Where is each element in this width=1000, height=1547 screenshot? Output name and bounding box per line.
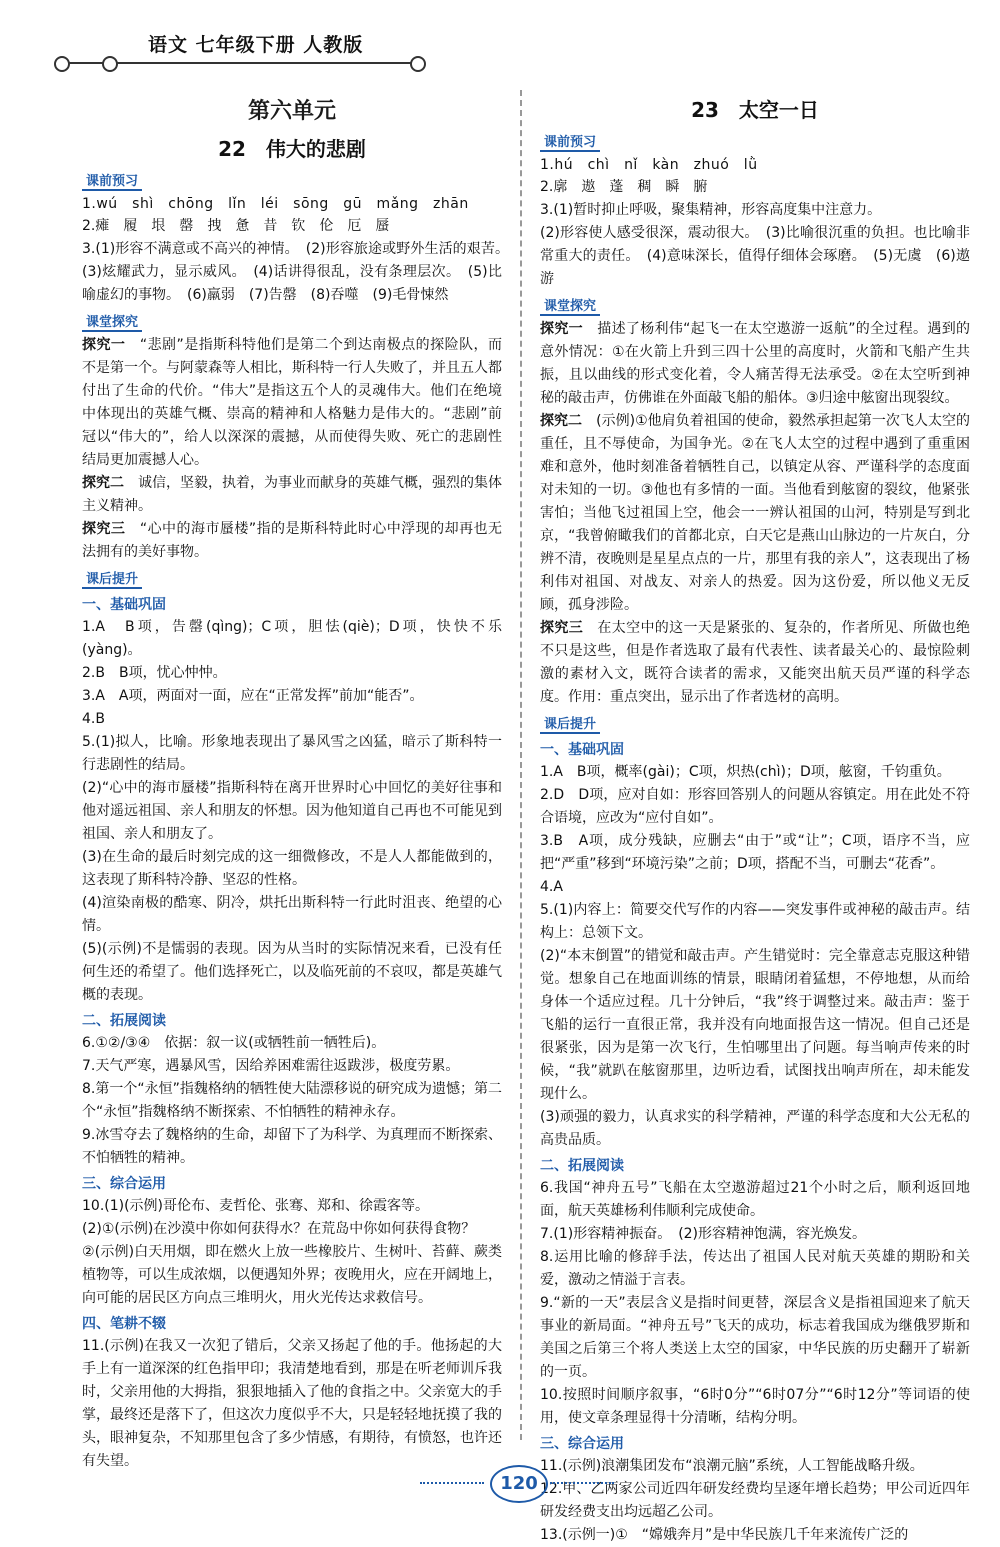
- tag-after: 课后提升: [82, 568, 142, 589]
- header-ornament-right: [410, 56, 426, 72]
- book-title: 语文 七年级下册 人教版: [148, 34, 364, 56]
- answer-line: 10.(1)(示例)哥伦布、麦哲伦、张骞、郑和、徐霞客等。: [82, 1198, 430, 1214]
- answer-line: (4)渲染南极的酷寒、阴冷，烘托出斯科特一行此时沮丧、绝望的心情。: [82, 895, 502, 934]
- answer-line: (5)(示例)不是懦弱的表现。因为从当时的实际情况来看，已没有任何生还的希望了。他们选择死亡，以及临死前的不哀叹，都是英雄气概的表现。: [82, 941, 502, 1003]
- section-heading: 三、综合运用: [82, 1176, 166, 1192]
- preview-line: 2.廓 遨 蓬 稠 瞬 腑: [540, 179, 708, 195]
- tag-preview: 课前预习: [540, 131, 600, 152]
- answer-line: 9.冰雪夺去了魏格纳的生命，却留下了为科学、为真理而不断探索、不怕牺牲的精神。: [82, 1127, 502, 1166]
- right-explore: [540, 318, 970, 709]
- explore-item: [540, 410, 970, 617]
- answer-line: 8.运用比喻的修辞手法，传达出了祖国人民对航天英雄的期盼和关爱，激动之情溢于言表。: [540, 1249, 970, 1288]
- preview-line: 3.(1)形容不满意或不高兴的神情。 (2)形容旅途或野外生活的艰苦。 (3)炫耀武力，显示威风。 (4)话讲得很乱，没有条理层次。 (5)比喻虚幻的事物。 (6)羸弱 (7)告罄 (8)吞噬 (9)毛骨悚然: [82, 241, 516, 303]
- section-heading: 一、基础巩固: [82, 597, 166, 613]
- right-column: [540, 90, 971, 1543]
- left-reading: [82, 1032, 502, 1170]
- explore-item: [82, 518, 502, 564]
- explore-item: [82, 472, 502, 518]
- answer-line: 1.A B项，告罄(qìng)；C项，胆怯(qiè)；D项，快快不乐(yàng)。: [82, 619, 502, 658]
- right-preview: [540, 154, 970, 291]
- left-writing: [82, 1335, 502, 1473]
- left-comprehensive: [82, 1195, 502, 1310]
- answer-line: 4.A: [540, 879, 563, 895]
- explore-text: “悲剧”是指斯科特他们是第二个到达南极点的探险队，而不是第一个。与阿蒙森等人相比，斯科特一行人失败了，并且五人都付出了生命的代价。“伟大”是指这五个人的灵魂伟大。他们在绝境中体现出的英雄气概、崇高的精神和人格魅力是伟大的。“悲剧”前冠以“伟大的”，给人以深深的震撼，从而使得失败、死亡的悲剧性结局更加震撼人心。: [82, 337, 503, 468]
- explore-label: 探究三: [82, 521, 126, 537]
- explore-text: 在太空中的这一天是紧张的、复杂的，作者所见、所做也绝不只是这些，但是作者选取了最有代表性、读者最关心的、最惊险刺激的素材入文，既符合读者的需求，又能突出航天员严谨的科学态度。作用：重点突出，显示出了作者选材的高明。: [540, 620, 971, 705]
- lesson-title-23: 23 太空一日: [691, 98, 819, 122]
- explore-text: 描述了杨利伟“起飞一在太空遨游一返航”的全过程。遇到的意外情况：①在火箭上升到三四十公里的高度时，火箭和飞船产生共振，且以曲线的形式变化着，令人痛苦得无法承受。②在太空听到神秘的敲击声，仿佛谁在外面敲飞船的船体。③归途中舷窗出现裂纹。: [540, 321, 971, 406]
- answer-line: 11.(示例)在我又一次犯了错后，父亲又扬起了他的手。他扬起的大手上有一道深深的红色指甲印；我清楚地看到，那是在听老师训斥我时，父亲用他的大拇指，狠狠地插入了他的食指之中。父亲宽大的手掌，最终还是落下了，但这次力度似乎不大，只是轻轻地抚摸了我的头，眼神复杂，不知那里包含了多少情感，有期待，有愤怒，也许还有失望。: [82, 1338, 502, 1469]
- answer-line: (3)在生命的最后时刻完成的这一细微修改，不是人人都能做到的，这表现了斯科特冷静、坚忍的性格。: [82, 849, 502, 888]
- answer-line: (2)“本末倒置”的错觉和敲击声。产生错觉时：完全靠意志克服这种错觉。想象自己在地面训练的情景，眼睛闭着猛想，不停地想，从而给身体一个适应过程。几十分钟后，“我”终于调整过来。敲击声：鉴于飞船的运行一直很正常，我并没有向地面报告这一情况。但自己还是很紧张，因为是第一次飞行，生怕哪里出了问题。每当响声传来的时候，“我”就趴在舷窗那里，边听边看，试图找出响声所在，却未能发现什么。: [540, 948, 970, 1102]
- preview-line: 2.瘫 履 垠 罄 拽 惫 昔 钦 伦 厄 蜃: [82, 218, 390, 234]
- page-number: 120: [490, 1465, 548, 1503]
- right-comprehensive: [540, 1455, 970, 1547]
- explore-label: 探究三: [540, 620, 584, 636]
- answer-line: 12.甲、乙两家公司近四年研发经费均呈逐年增长趋势；甲公司近四年研发经费支出均远超乙公司。: [540, 1481, 970, 1520]
- answer-line: 7.(1)形容精神振奋。 (2)形容精神饱满，容光焕发。: [540, 1226, 867, 1242]
- answer-line: 6.我国“神舟五号”飞船在太空遨游超过21个小时之后，顺利返回地面，航天英雄杨利伟顺利完成使命。: [540, 1180, 970, 1219]
- right-basic: [540, 761, 970, 1152]
- section-heading: 四、笔耕不辍: [82, 1316, 166, 1332]
- answer-line: 1.A B项，概率(gài)；C项，炽热(chì)；D项，舷窗，千钧重负。: [540, 764, 951, 780]
- answer-line: 4.B: [82, 711, 105, 727]
- section-heading: 二、拓展阅读: [540, 1158, 624, 1174]
- explore-item: [540, 318, 970, 410]
- column-divider: [520, 90, 522, 1440]
- header-ornament-left: [54, 56, 70, 72]
- answer-line: 10.按照时间顺序叙事，“6时0分”“6时07分”“6时12分”等词语的使用，使文章条理显得十分清晰，结构分明。: [540, 1387, 970, 1426]
- left-basic: [82, 616, 502, 1007]
- left-preview: [82, 193, 516, 307]
- answer-line: 6.①②/③④ 依据：叙一议(或牺牲前一牺牲后)。: [82, 1035, 386, 1051]
- answer-line: 2.D D项，应对自如：形容回答别人的问题从容镇定。用在此处不符合语境，应改为“应付自如”。: [540, 787, 970, 826]
- explore-text: “心中的海市蜃楼”指的是斯科特此时心中浮现的却再也无法拥有的美好事物。: [82, 521, 503, 560]
- explore-label: 探究一: [540, 321, 583, 337]
- explore-text: (示例)①他肩负着祖国的使命，毅然承担起第一次飞人太空的重任，且不辱使命，为国争光。②在飞人太空的过程中遇到了重重困难和意外，他时刻准备着牺牲自己，以镇定从容、严谨科学的态度面对未知的一切。③他也有多情的一面。当他看到舷窗的裂纹，他紧张害怕；当他飞过祖国上空，他会一一辨认祖国的山河，特别是写到北京，“我曾俯瞰我们的首都北京，白天它是燕山山脉边的一片灰白，分辨不清，夜晚则是星星点点的一片，那里有我的亲人”，这表现出了杨利伟对祖国、对战友、对亲人的热爱。因为这份爱，所以他义无反顾，孤身涉险。: [540, 413, 971, 613]
- unit-title: 第六单元: [247, 99, 336, 124]
- header-ornament-mid: [102, 56, 118, 72]
- tag-preview: 课前预习: [82, 170, 142, 191]
- right-reading: [540, 1177, 970, 1430]
- preview-line: 1.hú chì nǐ kàn zhuó lǜ: [540, 157, 758, 173]
- explore-label: 探究二: [540, 413, 583, 429]
- explore-label: 探究二: [82, 475, 124, 491]
- answer-line: 8.第一个“永恒”指魏格纳的牺牲使大陆漂移说的研究成为遗憾；第二个“永恒”指魏格纳不断探索、不怕牺牲的精神永存。: [82, 1081, 502, 1120]
- tag-after: 课后提升: [540, 713, 600, 734]
- answer-line: 2.B B项，忧心忡忡。: [82, 665, 227, 681]
- section-heading: 三、综合运用: [540, 1436, 624, 1452]
- explore-item: [82, 334, 502, 472]
- answer-line: 13.(示例一)① “嫦娥奔月”是中华民族几千年来流传广泛的: [540, 1527, 909, 1543]
- left-explore: [82, 334, 502, 564]
- explore-text: 诚信，坚毅，执着，为事业而献身的英雄气概，强烈的集体主义精神。: [82, 475, 502, 514]
- answer-line: (2)“心中的海市蜃楼”指斯科特在离开世界时心中回忆的美好往事和他对遥远祖国、亲人和朋友的怀想。因为他知道自己再也不可能见到祖国、亲人和朋友了。: [82, 780, 502, 842]
- preview-line: (2)形容使人感受很深，震动很大。 (3)比喻很沉重的负担。也比喻非常重大的责任。 (4)意味深长，值得仔细体会琢磨。 (5)无虞 (6)遨游: [540, 225, 970, 287]
- explore-item: [540, 617, 970, 709]
- preview-line: 3.(1)暂时抑止呼吸，聚集精神，形容高度集中注意力。: [540, 202, 882, 218]
- lesson-title-22: 22 伟大的悲剧: [218, 137, 366, 161]
- answer-line: 9.“新的一天”表层含义是指时间更替，深层含义是指祖国迎来了航天事业的新局面。“神舟五号”飞天的成功，标志着我国成为继俄罗斯和美国之后第三个将人类送上太空的国家，中华民族的历史翻开了崭新的一页。: [540, 1295, 970, 1380]
- answer-line: 5.(1)拟人，比喻。形象地表现出了暴风雪之凶猛，暗示了斯科特一行悲剧性的结局。: [82, 734, 502, 773]
- section-heading: 二、拓展阅读: [82, 1013, 166, 1029]
- left-column: [82, 90, 516, 1469]
- answer-line: 3.A A项，两面对一面，应在“正常发挥”前加“能否”。: [82, 688, 424, 704]
- tag-explore: 课堂探究: [540, 295, 600, 316]
- answer-line: 3.B A项，成分残缺，应删去“由于”或“让”；C项，语序不当，应把“严重”移到“环境污染”之前；D项，搭配不当，可删去“花香”。: [540, 833, 970, 872]
- page-header: [0, 0, 1000, 80]
- answer-line: (3)顽强的毅力，认真求实的科学精神，严谨的科学态度和大公无私的高贵品质。: [540, 1109, 970, 1148]
- answer-line: 5.(1)内容上：简要交代写作的内容——突发事件或神秘的敲击声。结构上：总领下文。: [540, 902, 970, 941]
- section-heading: 一、基础巩固: [540, 742, 624, 758]
- answer-line: 7.天气严寒，遇暴风雪，因给养困难需往返跋涉，极度劳累。: [82, 1058, 460, 1074]
- footer-dots-right: [550, 1482, 614, 1484]
- answer-line: ②(示例)白天用烟，即在燃火上放一些橡胶片、生树叶、苔藓、蕨类植物等，可以生成浓烟，以便遇知外界；夜晚用火，应在开阔地上，向可能的居民区方向点三堆明火，用火光传达求救信号。: [82, 1244, 502, 1306]
- preview-line: 1.wú shì chōng lǐn léi sōng gū mǎng zhān: [82, 196, 469, 212]
- explore-label: 探究一: [82, 337, 126, 353]
- answer-line: (2)①(示例)在沙漠中你如何获得水？在荒岛中你如何获得食物？: [82, 1221, 476, 1237]
- footer-dots-left: [420, 1482, 484, 1484]
- answer-line: 11.(示例)浪潮集团发布“浪潮元脑”系统，人工智能战略升级。: [540, 1458, 924, 1474]
- tag-explore: 课堂探究: [82, 311, 142, 332]
